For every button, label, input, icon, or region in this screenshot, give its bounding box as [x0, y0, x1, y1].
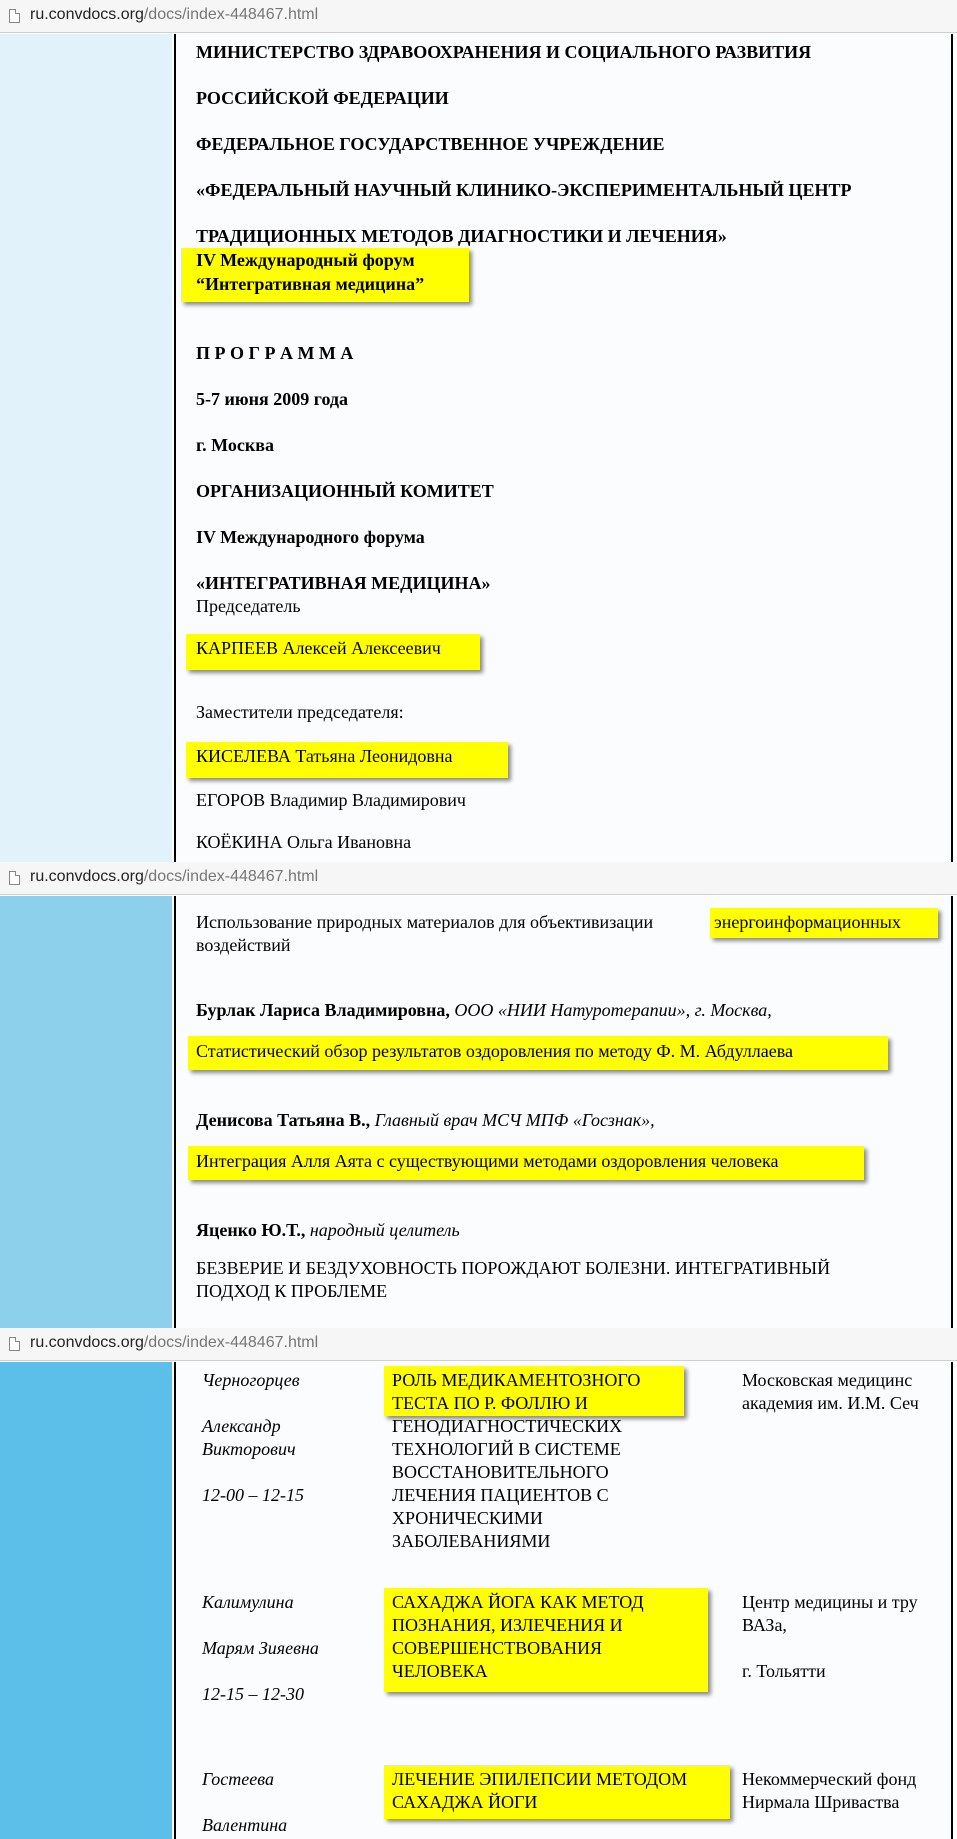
talk-2-title: Статистический обзор результатов оздоровления по методу Ф. М. Абдуллаева	[196, 1041, 793, 1061]
row-2-time: 12-15 – 12-30	[202, 1684, 304, 1704]
row-2-org-2: ВАЗа,	[742, 1615, 787, 1635]
row-1-org-2: академия им. И.М. Сеч	[742, 1393, 919, 1413]
forum-line-2: “Интегративная медицина”	[196, 274, 425, 294]
row-1-time: 12-00 – 12-15	[202, 1485, 304, 1505]
committee-forum: IV Международного форума	[196, 527, 425, 547]
page-icon	[9, 871, 20, 885]
document-page	[174, 34, 953, 862]
row-1-title-line-7: ХРОНИЧЕСКИМИ	[392, 1508, 543, 1528]
row-3-name-2: Валентина	[202, 1815, 288, 1835]
row-1-title-line-3: ГЕНОДИАГНОСТИЧЕСКИХ	[392, 1416, 623, 1436]
row-3-title-line-1: ЛЕЧЕНИЕ ЭПИЛЕПСИИ МЕТОДОМ	[392, 1769, 688, 1789]
row-1-name-3: Викторович	[202, 1439, 296, 1459]
document-page	[174, 896, 953, 1328]
row-1-title-line-4: ТЕХНОЛОГИЙ В СИСТЕМЕ	[392, 1439, 621, 1459]
talk-4-title-line-1: БЕЗВЕРИЕ И БЕЗДУХОВНОСТЬ ПОРОЖДАЮТ БОЛЕЗНИ. ИНТЕГРАТИВНЫЙ	[196, 1258, 831, 1278]
row-1-name-2: Александр	[202, 1416, 281, 1436]
row-1-title-line-6: ЛЕЧЕНИЯ ПАЦИЕНТОВ С	[392, 1485, 609, 1505]
committee-name: «ИНТЕГРАТИВНАЯ МЕДИЦИНА»	[196, 573, 491, 593]
ministry-line-2: РОССИЙСКОЙ ФЕДЕРАЦИИ	[196, 88, 449, 108]
row-2-org-1: Центр медицины и тру	[742, 1592, 918, 1612]
program-city: г. Москва	[196, 435, 274, 455]
document-page	[174, 1362, 953, 1839]
row-2-title-line-2: ПОЗНАНИЯ, ИЗЛЕЧЕНИЯ И	[392, 1615, 623, 1635]
url-text[interactable]: ru.convdocs.org/docs/index-448467.html	[30, 868, 319, 885]
row-2-title-line-3: СОВЕРШЕНСТВОВАНИЯ	[392, 1638, 603, 1658]
row-1-title-line-5: ВОССТАНОВИТЕЛЬНОГО	[392, 1462, 609, 1482]
row-1-title-line-2: ТЕСТА ПО Р. ФОЛЛЮ И	[392, 1393, 588, 1413]
row-3-title-line-2: САХАДЖА ЙОГИ	[392, 1792, 538, 1812]
screenshot-3	[0, 1328, 957, 1839]
chairman-name: КАРПЕЕВ Алексей Алексеевич	[196, 638, 441, 658]
committee-heading: ОРГАНИЗАЦИОННЫЙ КОМИТЕТ	[196, 481, 494, 501]
talk-4-title-line-2: ПОДХОД К ПРОБЛЕМЕ	[196, 1281, 388, 1301]
row-2-name-1: Калимулина	[202, 1592, 294, 1612]
speaker-3: Яценко Ю.Т., народный целитель	[196, 1220, 460, 1240]
deputy-2: ЕГОРОВ Владимир Владимирович	[196, 790, 466, 810]
row-3-org-2: Нирмала Шриваства	[742, 1792, 900, 1812]
talk-1-title-part-1: Использование природных материалов для объективизации	[196, 912, 654, 932]
url-text[interactable]: ru.convdocs.org/docs/index-448467.html	[30, 6, 319, 23]
row-1-title-line-1: РОЛЬ МЕДИКАМЕНТОЗНОГО	[392, 1370, 641, 1390]
row-3-name-1: Гостеева	[202, 1769, 274, 1789]
row-3-org-1: Некоммерческий фонд	[742, 1769, 917, 1789]
url-text[interactable]: ru.convdocs.org/docs/index-448467.html	[30, 1334, 319, 1351]
screenshot-1	[0, 0, 957, 862]
speaker-1: Бурлак Лариса Владимировна, ООО «НИИ Натуротерапии», г. Москва,	[196, 1000, 772, 1020]
row-2-title-line-1: САХАДЖА ЙОГА КАК МЕТОД	[392, 1592, 644, 1612]
deputy-3: КОЁКИНА Ольга Ивановна	[196, 832, 412, 852]
ministry-line-1: МИНИСТЕРСТВО ЗДРАВООХРАНЕНИЯ И СОЦИАЛЬНОГО РАЗВИТИЯ	[196, 42, 812, 62]
speaker-2: Денисова Татьяна В., Главный врач МСЧ МПФ «Госзнак»,	[196, 1110, 655, 1130]
institution-line-1: ФЕДЕРАЛЬНОЕ ГОСУДАРСТВЕННОЕ УЧРЕЖДЕНИЕ	[196, 134, 665, 154]
row-2-name-2: Марям Зияевна	[202, 1638, 319, 1658]
address-bar[interactable]	[0, 862, 957, 895]
talk-1-title-part-2: воздействий	[196, 935, 291, 955]
page-icon	[9, 1337, 20, 1351]
chairman-label: Председатель	[196, 596, 301, 616]
row-1-name-1: Черногорцев	[202, 1370, 300, 1390]
deputies-label: Заместители председателя:	[196, 702, 404, 722]
deputy-1: КИСЕЛЕВА Татьяна Леонидовна	[196, 746, 453, 766]
row-2-org-3: г. Тольятти	[742, 1661, 826, 1681]
row-1-title-line-8: ЗАБОЛЕВАНИЯМИ	[392, 1531, 551, 1551]
address-bar[interactable]	[0, 1328, 957, 1361]
program-heading: П Р О Г Р А М М А	[196, 343, 354, 363]
forum-line-1: IV Международный форум	[196, 250, 415, 270]
left-column	[0, 1362, 172, 1839]
left-column	[0, 34, 172, 862]
left-column	[0, 896, 172, 1328]
row-1-org-1: Московская медицинс	[742, 1370, 913, 1390]
screenshot-2	[0, 862, 957, 1328]
talk-1-title-highlight: энергоинформационных	[714, 912, 901, 932]
page-icon	[9, 9, 20, 23]
talk-3-title: Интеграция Алля Аята с существующими методами оздоровления человека	[196, 1151, 779, 1171]
institution-line-3: ТРАДИЦИОННЫХ МЕТОДОВ ДИАГНОСТИКИ И ЛЕЧЕНИЯ»	[196, 226, 727, 246]
row-2-title-line-4: ЧЕЛОВЕКА	[392, 1661, 488, 1681]
institution-line-2: «ФЕДЕРАЛЬНЫЙ НАУЧНЫЙ КЛИНИКО-ЭКСПЕРИМЕНТАЛЬНЫЙ ЦЕНТР	[196, 180, 852, 200]
program-dates: 5-7 июня 2009 года	[196, 389, 349, 409]
address-bar[interactable]	[0, 0, 957, 33]
